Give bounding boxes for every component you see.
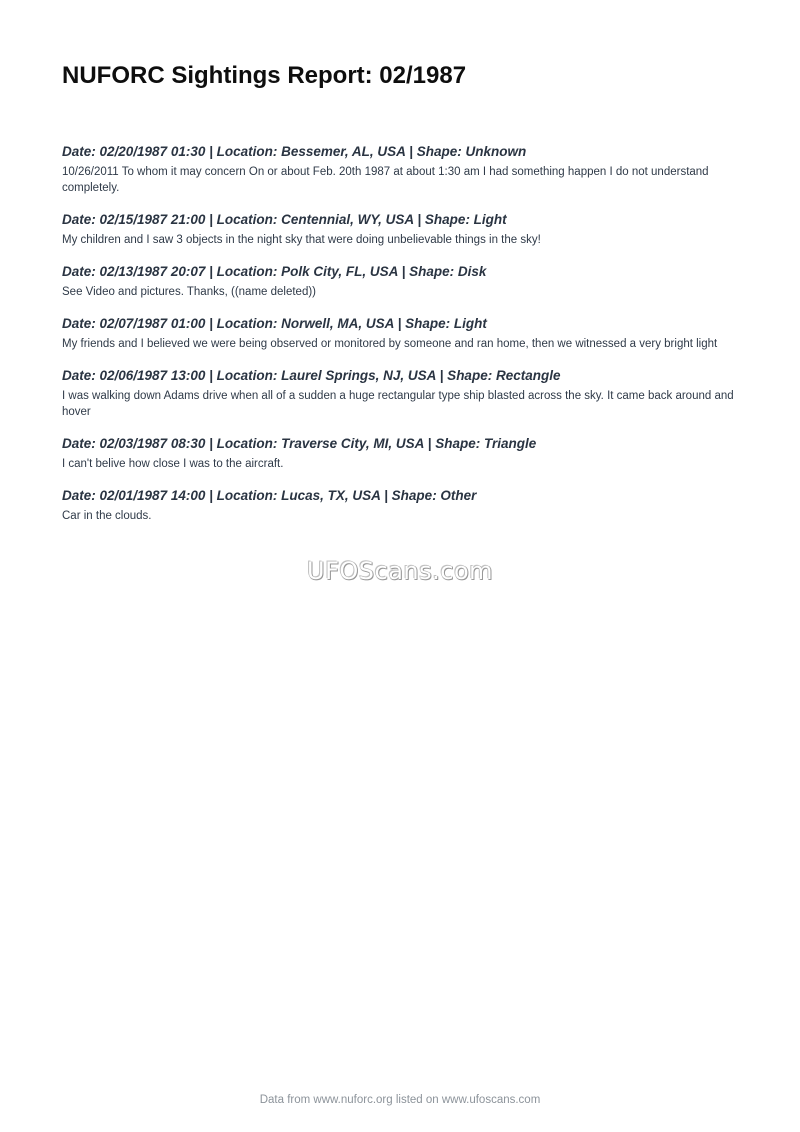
report-heading: Date: 02/06/1987 13:00 | Location: Laurel Springs, NJ, USA | Shape: Rectangle xyxy=(62,368,561,383)
report-item xyxy=(62,487,738,524)
report-item xyxy=(62,143,738,196)
watermark-logo: UFOScans.com xyxy=(307,557,493,585)
report-description: See Video and pictures. Thanks, ((name deleted)) xyxy=(62,286,316,298)
report-description: Car in the clouds. xyxy=(62,510,152,522)
report-description: I was walking down Adams drive when all of a sudden a huge rectangular type ship blasted across the sky. It came back around and hover xyxy=(62,390,734,418)
report-item xyxy=(62,435,738,472)
report-item xyxy=(62,211,738,248)
report-heading: Date: 02/07/1987 01:00 | Location: Norwell, MA, USA | Shape: Light xyxy=(62,316,487,331)
report-description: My friends and I believed we were being observed or monitored by someone and ran home, then we witnessed a very bright light xyxy=(62,338,718,350)
report-heading: Date: 02/13/1987 20:07 | Location: Polk City, FL, USA | Shape: Disk xyxy=(62,264,487,279)
report-description: 10/26/2011 To whom it may concern On or about Feb. 20th 1987 at about 1:30 am I had something happen I do not understand completely. xyxy=(62,166,709,194)
report-description: I can't belive how close I was to the aircraft. xyxy=(62,458,284,470)
report-item xyxy=(62,315,738,352)
report-heading: Date: 02/20/1987 01:30 | Location: Bessemer, AL, USA | Shape: Unknown xyxy=(62,144,527,159)
report-item xyxy=(62,263,738,300)
report-heading: Date: 02/03/1987 08:30 | Location: Traverse City, MI, USA | Shape: Triangle xyxy=(62,436,537,451)
page-title: NUFORC Sightings Report: 02/1987 xyxy=(62,62,467,89)
report-list xyxy=(62,143,738,539)
report-heading: Date: 02/01/1987 14:00 | Location: Lucas, TX, USA | Shape: Other xyxy=(62,488,477,503)
report-heading: Date: 02/15/1987 21:00 | Location: Centennial, WY, USA | Shape: Light xyxy=(62,212,507,227)
report-description: My children and I saw 3 objects in the night sky that were doing unbelievable things in the sky! xyxy=(62,234,541,246)
footer-note: Data from www.nuforc.org listed on www.ufoscans.com xyxy=(259,1094,541,1106)
report-item xyxy=(62,367,738,420)
